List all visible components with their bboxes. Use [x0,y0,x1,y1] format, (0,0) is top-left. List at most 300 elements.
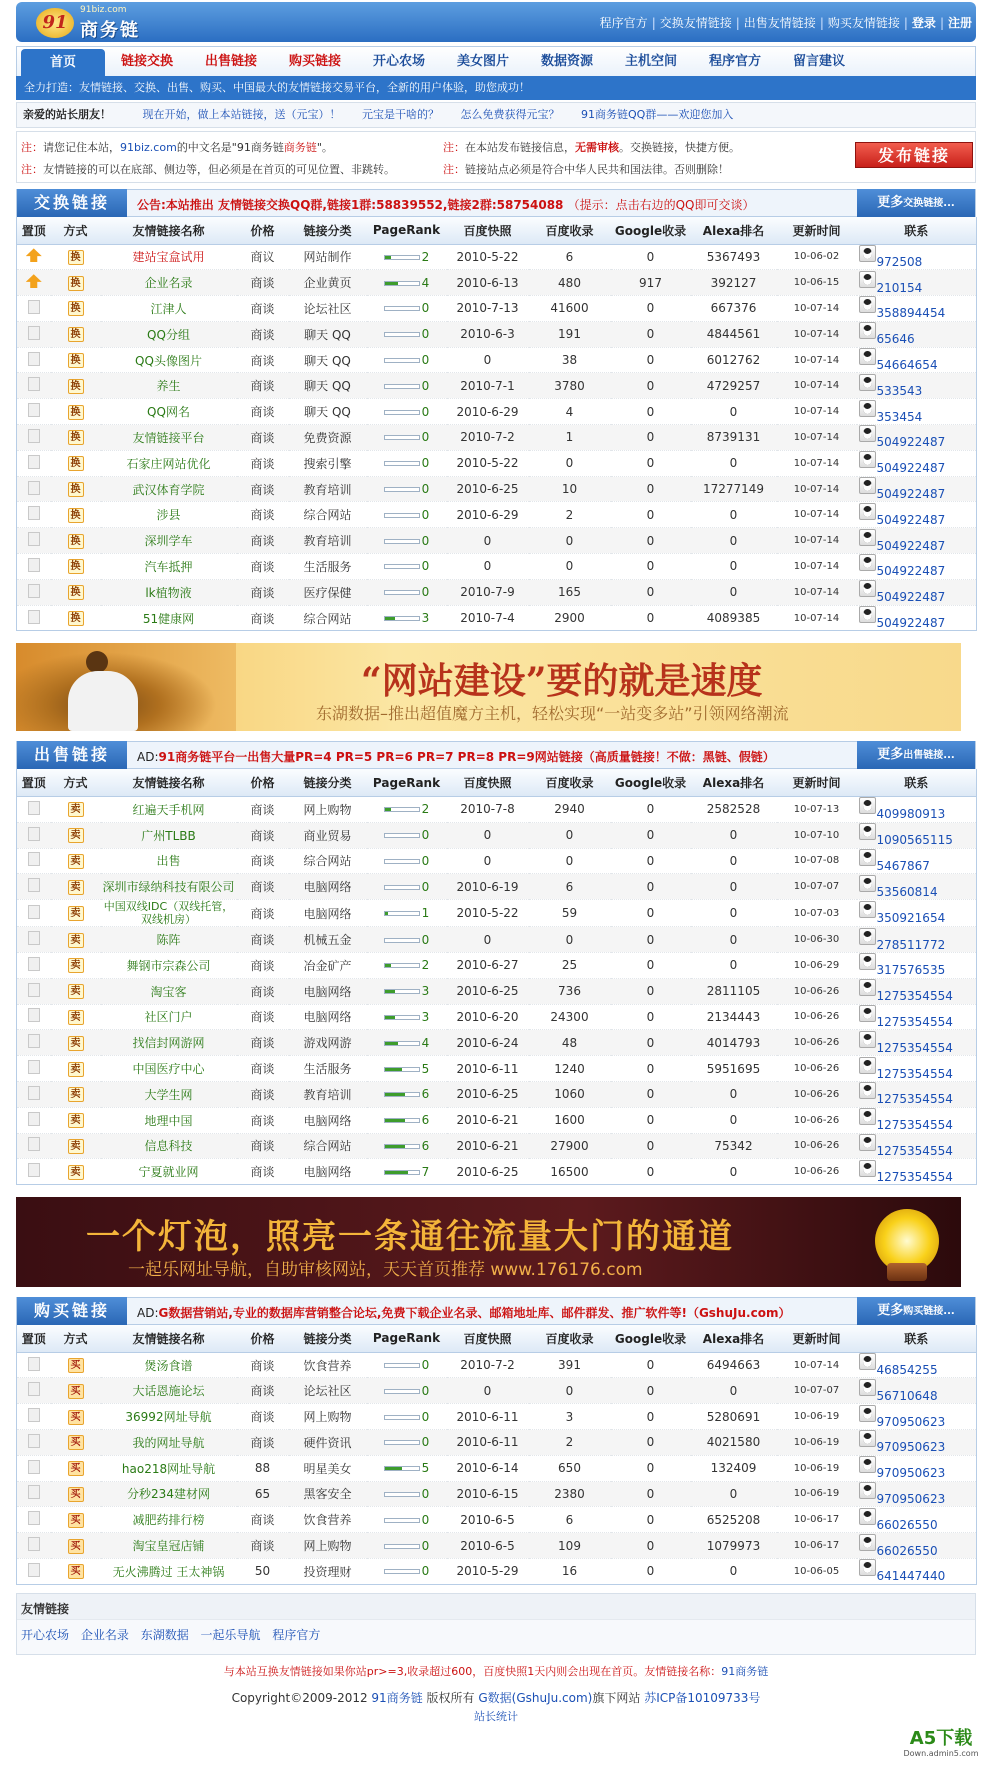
baidu-snapshot-cell: 2010-6-24 [447,1030,529,1056]
category-cell: 硬件资讯 [289,1430,367,1456]
updated-cell: 10-06-30 [777,927,857,953]
qq-number-link[interactable]: 278511772 [876,937,946,952]
site-name-link[interactable]: 养生 [156,379,181,394]
qq-number-link[interactable]: 1275354554 [876,1143,953,1158]
mode-badge: 换 [68,585,84,600]
friend-link[interactable]: 一起乐导航 [200,1627,261,1642]
site-name-link[interactable]: 无火沸腾过 王太神锅 [112,1564,225,1579]
qq-icon[interactable] [859,1482,876,1499]
contact-cell [857,554,977,580]
contact-cell [857,900,977,927]
site-name-cell [101,1107,237,1133]
alexa-rank-cell: 0 [691,1159,777,1185]
google-index-cell: 0 [611,1004,691,1030]
table-row [17,874,977,900]
column-header: 价格 [237,217,289,244]
top-link-exchange[interactable]: 交换友情链接 [659,16,732,30]
column-header: Google收录 [611,217,691,244]
mode-cell [51,1533,101,1559]
qq-icon[interactable] [859,580,876,597]
friend-link[interactable]: 企业名录 [80,1627,129,1642]
site-name-link[interactable]: 深圳学车 [144,534,193,549]
qq-number-link[interactable]: 533543 [876,383,923,398]
pagerank-cell [367,373,447,399]
baidu-snapshot-cell: 2010-5-22 [447,450,529,476]
qq-number-link[interactable]: 1275354554 [876,1014,953,1029]
table-row [17,1430,977,1456]
qq-icon[interactable] [859,374,876,391]
qq-icon[interactable] [859,1057,876,1074]
qq-icon[interactable] [859,849,876,866]
nav-item-sell[interactable]: 出售链接 [204,54,257,69]
site-name-link[interactable]: 汽车抵押 [144,559,193,574]
site-domain-link[interactable]: 91biz.com [120,141,177,154]
qq-number-link[interactable]: 504922487 [876,538,946,553]
pin-cell [17,425,51,451]
pin-cell [17,1558,51,1584]
site-name-link[interactable]: hao218网址导航 [121,1461,216,1476]
qq-icon[interactable] [859,271,876,288]
contact-cell [857,450,977,476]
mode-badge: 卖 [68,933,84,948]
baidu-index-cell: 2940 [529,796,611,822]
friend-link[interactable]: 开心农场 [21,1627,70,1642]
category-cell: 聊天 QQ [289,321,367,347]
contact-cell [857,874,977,900]
pin-cell [17,321,51,347]
pagerank-bar [384,616,420,621]
document-icon [28,326,40,340]
alexa-rank-cell: 17277149 [691,476,777,502]
sell-table [16,769,977,1185]
google-index-cell: 0 [611,1107,691,1133]
qq-icon[interactable] [859,477,876,494]
banner-lightbulb[interactable] [16,1197,961,1287]
mode-cell [51,1352,101,1378]
pin-cell [17,502,51,528]
stat-link-row [16,1708,976,1724]
table-row [17,1378,977,1404]
copyright-site-link[interactable]: 91商务链 [371,1690,423,1705]
exchange-announcement: 公告:本站推出 友情链接交换QQ群,链接1群:58839552,链接2群:58754088 （提示：点击右边的QQ即可交谈） [137,198,755,212]
document-icon [28,1086,40,1100]
site-name-link[interactable]: 分秒234建材网 [127,1487,210,1502]
qq-icon[interactable] [859,823,876,840]
alexa-rank-cell: 0 [691,1558,777,1584]
qq-number-link[interactable]: 504922487 [876,435,946,450]
qq-number-link[interactable]: 1275354554 [876,1066,953,1081]
site-name-cell [101,502,237,528]
site-name-link[interactable]: QQ头像图片 [135,353,202,368]
site-name-link[interactable]: 江津人 [150,301,187,316]
table-row [17,605,977,631]
site-name-link[interactable]: 宁夏就业网 [138,1165,199,1180]
friend-link[interactable]: 程序官方 [272,1627,321,1642]
welcome-link-bonus[interactable]: 现在开始，做上本站链接，送（元宝）！ [142,108,341,121]
alexa-rank-cell: 0 [691,1481,777,1507]
qq-number-link[interactable]: 972508 [876,254,923,269]
register-link[interactable]: 注册 [947,16,972,30]
site-name-link[interactable]: 淘宝皇冠店铺 [132,1539,205,1554]
category-cell: 综合网站 [289,605,367,631]
site-name-link[interactable]: lk植物液 [145,585,192,600]
qq-icon[interactable] [859,1005,876,1022]
qq-number-link[interactable]: 56710648 [876,1388,938,1403]
qq-icon[interactable] [859,1508,876,1525]
qq-icon[interactable] [859,503,876,520]
site-name-link[interactable]: 石家庄网站优化 [126,456,211,471]
nav-item-buy[interactable]: 购买链接 [288,54,341,69]
nav-item-home[interactable]: 首页 [21,49,105,76]
qq-number-link[interactable]: 970950623 [876,1466,946,1481]
pin-cell [17,270,51,296]
category-cell: 免费资源 [289,425,367,451]
site-name-link[interactable]: 36992网址导航 [125,1410,212,1425]
qq-icon[interactable] [859,1160,876,1177]
nav-item-exchange[interactable]: 链接交换 [120,54,173,69]
site-name-cell [101,1352,237,1378]
price-cell: 商谈 [237,605,289,631]
table-row [17,1352,977,1378]
site-name-link[interactable]: 大学生网 [144,1087,193,1102]
price-cell: 商谈 [237,528,289,554]
site-name-link[interactable]: 友情链接平台 [132,430,205,445]
qq-number-link[interactable]: 970950623 [876,1440,946,1455]
mode-cell [51,1107,101,1133]
price-cell: 50 [237,1558,289,1584]
site-name-link[interactable]: 煲汤食谱 [144,1358,193,1373]
site-name-link[interactable]: 舞钢市宗森公司 [126,958,211,973]
pagerank-value: 0 [421,1486,430,1501]
login-link[interactable]: 登录 [911,16,936,30]
gshuju-link[interactable]: G数据(GshuJu.com) [478,1690,593,1705]
qq-number-link[interactable]: 504922487 [876,512,946,527]
welcome-link-what[interactable]: 元宝是干啥的？ [362,108,439,121]
table-row [17,1507,977,1533]
baidu-snapshot-cell: 2010-6-21 [447,1107,529,1133]
qq-number-link[interactable]: 350921654 [876,911,946,926]
column-header: Google收录 [611,769,691,796]
qq-icon[interactable] [859,606,876,623]
welcome-link-how[interactable]: 怎么免费获得元宝？ [460,108,560,121]
price-cell: 商谈 [237,1378,289,1404]
qq-icon[interactable] [859,245,876,262]
qq-number-link[interactable]: 317576535 [876,963,946,978]
pagerank-cell [367,978,447,1004]
qq-number-link[interactable]: 358894454 [876,306,946,321]
price-cell: 商谈 [237,399,289,425]
nav-item-photos[interactable]: 美女图片 [456,54,509,69]
document-icon [28,532,40,546]
qq-icon[interactable] [859,1108,876,1125]
site-name-link[interactable]: 深圳市绿纳科技有限公司 [102,880,235,895]
site-name-cell [101,399,237,425]
site-name-link[interactable]: QQ网名 [147,405,190,420]
exchange-title[interactable]: 交换链接 [17,189,127,217]
pagerank-bar [384,358,420,363]
qq-number-link[interactable]: 970950623 [876,1491,946,1506]
contact-cell [857,927,977,953]
site-name-link[interactable]: 建站宝盒试用 [132,250,205,265]
price-cell: 商谈 [237,579,289,605]
qq-icon[interactable] [859,1559,876,1576]
qq-icon[interactable] [859,1353,876,1370]
site-name-cell [101,1378,237,1404]
sell-more-button[interactable]: 更多出售链接... [857,741,975,769]
mode-badge: 卖 [68,854,84,869]
pagerank-value: 0 [421,1409,430,1424]
qq-number-link[interactable]: 1275354554 [876,1040,953,1055]
site-name-link[interactable]: 社区门户 [144,1010,193,1025]
site-name-link[interactable]: 广州TLBB [141,828,196,843]
qq-icon[interactable] [859,400,876,417]
qq-number-link[interactable]: 1275354554 [876,1169,953,1184]
baidu-index-cell: 0 [529,1378,611,1404]
qq-icon[interactable] [859,928,876,945]
top-link-official[interactable]: 程序官方 [599,16,648,30]
site-name-cell [101,1430,237,1456]
watermark [900,1729,982,1763]
site-name-link[interactable]: 51健康网 [142,611,195,626]
qq-number-link[interactable]: 641447440 [876,1569,946,1584]
site-name-cell [101,1481,237,1507]
qq-icon[interactable] [859,953,876,970]
column-header: Alexa排名 [691,217,777,244]
friend-link[interactable]: 东湖数据 [140,1627,189,1642]
category-cell: 电脑网络 [289,978,367,1004]
column-header: Alexa排名 [691,769,777,796]
footer-site-link[interactable]: 91商务链 [721,1664,769,1678]
pagerank-cell [367,822,447,848]
pagerank-value: 0 [421,853,430,868]
baidu-snapshot-cell: 2010-6-29 [447,399,529,425]
qq-number-link[interactable]: 1275354554 [876,1118,953,1133]
qq-number-link[interactable]: 46854255 [876,1363,938,1377]
pagerank-bar [384,255,420,260]
top-link-sell[interactable]: 出售友情链接 [743,16,816,30]
qq-number-link[interactable]: 65646 [876,332,915,347]
google-index-cell: 0 [611,1133,691,1159]
baidu-snapshot-cell: 0 [447,848,529,874]
mode-cell [51,1507,101,1533]
google-index-cell: 0 [611,1352,691,1378]
qq-icon[interactable] [859,797,876,814]
mode-badge: 买 [68,1513,84,1528]
site-name-link[interactable]: 信息科技 [144,1139,193,1154]
qq-number-link[interactable]: 210154 [876,280,923,295]
qq-number-link[interactable]: 66026550 [876,1543,938,1558]
column-header: 置顶 [17,769,51,796]
pin-cell [17,1107,51,1133]
sell-title[interactable]: 出售链接 [17,741,127,769]
stat-link[interactable]: 站长统计 [474,1709,518,1723]
site-name-link[interactable]: 地理中国 [144,1113,193,1128]
site-name-link[interactable]: 红遍天手机网 [132,802,205,817]
qq-number-link[interactable]: 54664654 [876,358,938,373]
buy-title[interactable]: 购买链接 [17,1297,127,1325]
column-header: 链接分类 [289,217,367,244]
contact-cell [857,605,977,631]
contact-cell [857,347,977,373]
site-name-cell [101,579,237,605]
banner2-headline: 一个灯泡，照亮一条通往流量大门的通道 [86,1217,734,1258]
price-cell: 65 [237,1481,289,1507]
qq-number-link[interactable]: 504922487 [876,564,946,579]
qq-icon[interactable] [859,979,876,996]
google-index-cell: 0 [611,528,691,554]
price-cell: 商谈 [237,1404,289,1430]
buy-more-button[interactable]: 更多购买链接... [857,1297,975,1325]
price-cell: 商谈 [237,476,289,502]
qq-number-link[interactable]: 1090565115 [876,833,953,848]
qq-number-link[interactable]: 504922487 [876,461,946,476]
qq-number-link[interactable]: 504922487 [876,616,946,631]
mode-cell [51,822,101,848]
qq-icon[interactable] [859,451,876,468]
qq-icon[interactable] [859,1430,876,1447]
site-name-link[interactable]: 大话恩施论坛 [132,1384,205,1399]
baidu-snapshot-cell: 2010-5-22 [447,900,529,927]
qq-number-link[interactable]: 409980913 [876,807,946,822]
site-name-link[interactable]: 找信封网游网 [132,1036,205,1051]
category-cell: 企业黄页 [289,270,367,296]
alexa-rank-cell: 5951695 [691,1056,777,1082]
mode-badge: 卖 [68,1062,84,1077]
nav-item-official[interactable]: 程序官方 [708,54,761,69]
mode-cell [51,605,101,631]
qq-number-link[interactable]: 5467867 [876,858,930,873]
qq-number-link[interactable]: 1275354554 [876,1092,953,1107]
site-name-link[interactable]: 中国双线IDC（双线托管，双线机房） [103,900,234,927]
pagerank-bar [384,1492,420,1497]
google-index-cell: 0 [611,848,691,874]
icp-link[interactable]: 苏ICP备10109733号 [644,1690,761,1705]
category-cell: 电脑网络 [289,874,367,900]
updated-cell: 10-06-26 [777,1081,857,1107]
site-name-link[interactable]: 陈阵 [156,933,181,948]
document-icon [28,931,40,945]
alexa-rank-cell: 0 [691,874,777,900]
pagerank-cell [367,1558,447,1584]
price-cell: 商谈 [237,1430,289,1456]
category-cell: 明星美女 [289,1455,367,1481]
mode-cell [51,373,101,399]
pin-cell [17,1133,51,1159]
mode-cell [51,425,101,451]
qq-icon[interactable] [859,1379,876,1396]
qq-icon[interactable] [859,554,876,571]
qq-icon[interactable] [859,875,876,892]
qq-number-link[interactable]: 504922487 [876,590,946,605]
contact-cell [857,476,977,502]
mode-badge: 换 [68,534,84,549]
category-cell: 饮食营养 [289,1352,367,1378]
updated-cell: 10-07-14 [777,605,857,631]
site-logo[interactable] [36,5,196,39]
mode-badge: 卖 [68,828,84,843]
mode-badge: 买 [68,1358,84,1373]
updated-cell: 10-06-19 [777,1481,857,1507]
nav-item-hosting[interactable]: 主机空间 [624,54,677,69]
qq-icon[interactable] [859,1134,876,1151]
nav-item-feedback[interactable]: 留言建议 [792,54,845,69]
price-cell: 商议 [237,244,289,270]
qq-icon[interactable] [859,1534,876,1551]
alexa-rank-cell: 8739131 [691,425,777,451]
contact-cell [857,1533,977,1559]
qq-number-link[interactable]: 1275354554 [876,989,953,1004]
qq-icon[interactable] [859,322,876,339]
site-name-link[interactable]: 减肥药排行榜 [132,1513,205,1528]
site-name-link[interactable]: 出售 [156,854,181,869]
qq-icon[interactable] [859,425,876,442]
site-name-link[interactable]: 中国医疗中心 [132,1062,205,1077]
alexa-rank-cell: 0 [691,1378,777,1404]
contact-cell [857,296,977,322]
site-name-link[interactable]: 企业名录 [144,276,193,291]
exchange-more-button[interactable]: 更多交换链接... [857,189,975,217]
nav-item-data[interactable]: 数据资源 [540,54,593,69]
qq-number-link[interactable]: 504922487 [876,487,946,502]
qq-number-link[interactable]: 353454 [876,409,923,424]
google-index-cell: 0 [611,927,691,953]
column-header: PageRank [367,217,447,244]
qq-icon[interactable] [859,348,876,365]
welcome-link-qq-group[interactable]: 91商务链QQ群——欢迎您加入 [581,108,734,121]
price-cell: 商谈 [237,874,289,900]
document-icon [28,1163,40,1177]
qq-icon[interactable] [859,1031,876,1048]
site-name-cell [101,1533,237,1559]
site-name-link[interactable]: 武汉体育学院 [132,482,205,497]
mode-cell [51,1030,101,1056]
pin-cell [17,822,51,848]
category-cell: 综合网站 [289,848,367,874]
site-name-link[interactable]: 淘宝客 [150,984,187,999]
document-icon [28,403,40,417]
mode-cell [51,900,101,927]
category-cell: 聊天 QQ [289,399,367,425]
qq-icon[interactable] [859,901,876,918]
mode-badge: 买 [68,1435,84,1450]
pin-cell [17,373,51,399]
baidu-snapshot-cell: 2010-7-9 [447,579,529,605]
qq-number-link[interactable]: 66026550 [876,1517,938,1532]
site-name-link[interactable]: 涉县 [156,508,181,523]
qq-icon[interactable] [859,296,876,313]
document-icon [28,300,40,314]
site-name-cell [101,848,237,874]
site-name-link[interactable]: 我的网址导航 [132,1435,205,1450]
qq-icon[interactable] [859,1456,876,1473]
site-name-link[interactable]: QQ分组 [147,327,190,342]
site-name-cell [101,1558,237,1584]
table-row [17,1533,977,1559]
price-cell: 商谈 [237,796,289,822]
qq-icon[interactable] [859,1405,876,1422]
nav-item-farm[interactable]: 开心农场 [372,54,425,69]
post-link-button[interactable]: 发布链接 [855,142,973,168]
site-name-cell [101,1404,237,1430]
qq-icon[interactable] [859,529,876,546]
banner-web-speed[interactable] [16,643,961,731]
qq-number-link[interactable]: 53560814 [876,884,938,899]
pagerank-cell [367,321,447,347]
top-link-buy[interactable]: 购买友情链接 [827,16,900,30]
qq-icon[interactable] [859,1082,876,1099]
baidu-index-cell: 1 [529,425,611,451]
qq-number-link[interactable]: 970950623 [876,1414,946,1429]
